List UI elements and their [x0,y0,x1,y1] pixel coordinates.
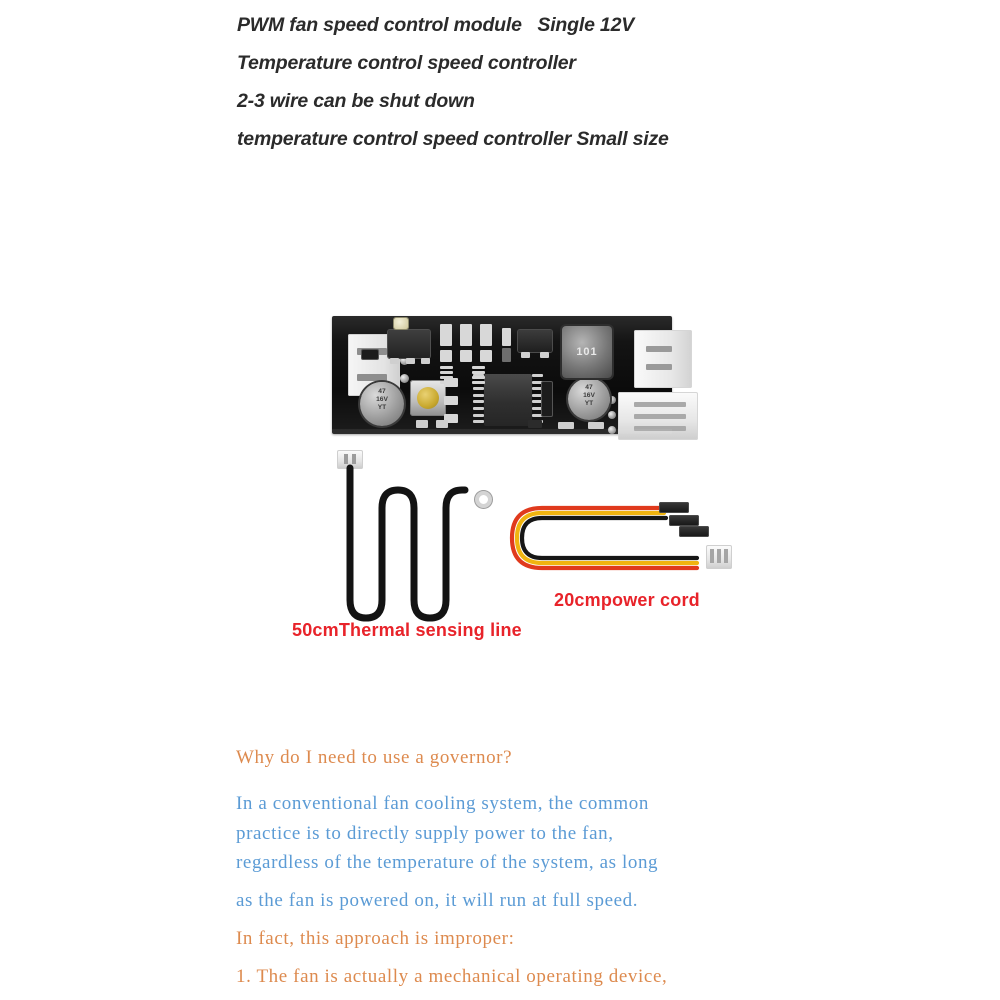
product-title-line-1: PWM fan speed control module Single 12V [237,14,635,36]
mosfet-leg-1 [390,358,399,364]
capacitor-1-label-code: YT [377,404,387,411]
smd-diode-array-2 [472,366,485,386]
right-power-connector [634,330,692,388]
power-cord-jst-connector [706,545,732,569]
product-photo [0,280,1000,680]
smd-resistor-1 [362,350,378,359]
sot-leg-1 [521,352,530,358]
mosfet-transistor [388,330,430,358]
mosfet-leg-3 [421,358,430,364]
smd-passive-1 [416,420,428,428]
power-cord-caption: 20cmpower cord [554,590,700,610]
product-title-block [237,6,937,158]
smd-pad-6 [480,350,492,362]
capacitor-1-label-value: 47 [378,388,386,395]
status-led [394,318,408,329]
article-paragraph-line-3: regardless of the temperature of the system, as long [236,852,659,873]
sot-leg-2 [540,352,549,358]
electrolytic-capacitor-2 [568,378,610,420]
thermal-cable-wire [333,450,498,625]
power-inductor: 101 [562,326,612,378]
capacitor-2-label-value: 47 [585,384,593,391]
product-title-line-3: 2-3 wire can be shut down [237,90,475,112]
pcb-substrate [332,316,672,434]
smd-pad-10 [444,396,458,405]
dupont-connector-3 [679,526,709,537]
thermal-sensing-line-image [333,450,498,625]
power-cord-image [497,493,732,583]
product-title-line-4: temperature control speed controller Small size [237,128,669,150]
article-heading: Why do I need to use a governor? [236,747,513,768]
smd-pad-3 [460,324,472,346]
smd-resistor-2 [542,382,552,416]
article-paragraph-line-5: In fact, this approach is improper: [236,928,515,949]
smd-passive-3 [528,420,542,428]
article-paragraph-line-1: In a conventional fan cooling system, the common [236,793,649,814]
dupont-connector-2 [669,515,699,526]
article-section [236,730,776,996]
smd-pad-1 [440,324,452,346]
mosfet-leg-2 [406,358,415,364]
smd-pad-4 [460,350,472,362]
smd-pad-8 [502,348,511,362]
dupont-connector-1 [659,502,689,513]
pwm-fan-control-board-image [318,312,696,440]
article-paragraph-line-6: 1. The fan is actually a mechanical operating device, [236,966,668,987]
capacitor-1-label-voltage: 16V [376,396,388,403]
capacitor-2-label-code: YT [584,400,594,407]
power-cord-wires [497,493,732,583]
smd-pad-2 [440,350,452,362]
smd-pad-7 [502,328,511,346]
smd-pad-5 [480,324,492,346]
thermal-line-caption: 50cmThermal sensing line [292,620,522,640]
smd-passive-5 [588,422,604,429]
sot-transistor [518,330,552,352]
electrolytic-capacitor-1 [360,382,404,426]
thermal-sensor-ring-terminal [475,491,492,508]
smd-pad-9 [444,378,458,387]
smd-passive-4 [558,422,574,429]
article-paragraph-line-4: as the fan is powered on, it will run at full speed. [236,890,639,911]
smd-passive-2 [436,420,448,428]
controller-ic [484,374,532,426]
capacitor-2-label-voltage: 16V [583,392,595,399]
right-output-connector [618,392,698,440]
product-title-line-2: Temperature control speed controller [237,52,576,74]
article-paragraph-line-2: practice is to directly supply power to the fan, [236,823,614,844]
